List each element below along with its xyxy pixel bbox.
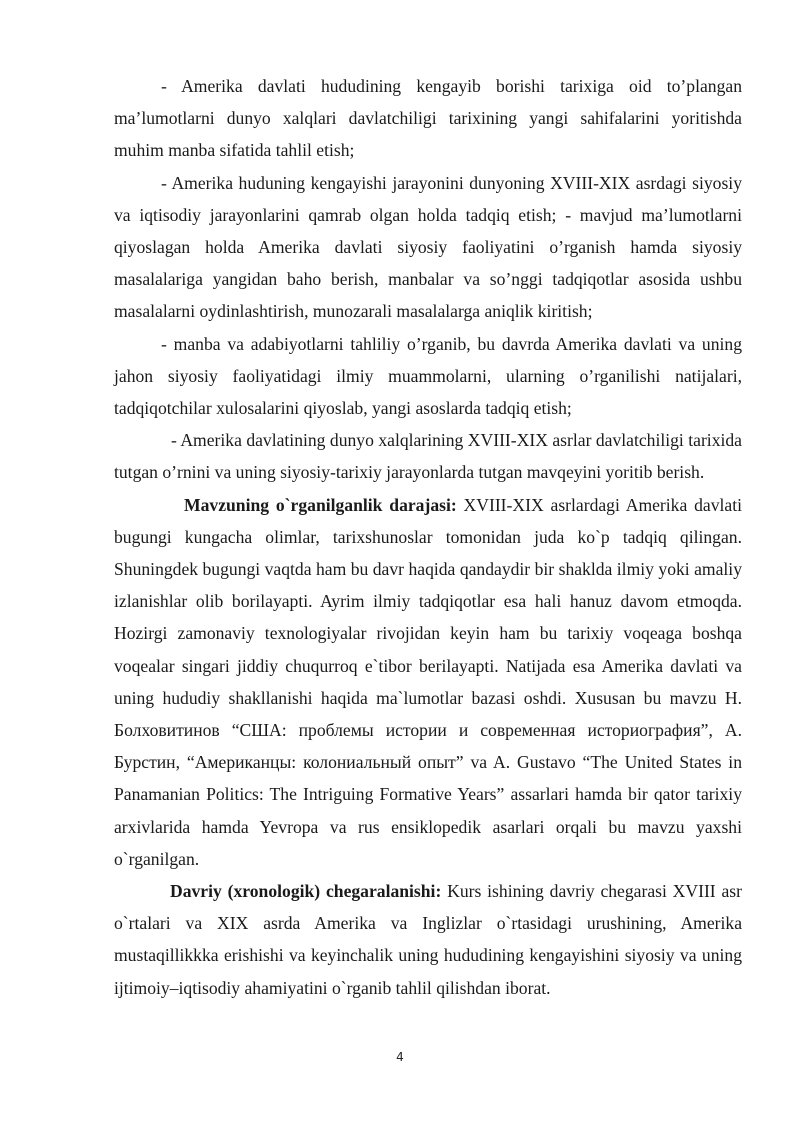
paragraph-text: - Amerika davlatining dunyo xalqlarining XVIII-XIX asrlar davlatchiligi tarixida tutgan o’rnini va uning siyosiy-tarixiy jarayonlarda tutgan mavqeyini yoritib berish. xyxy=(114,430,742,483)
paragraph-chronology xyxy=(114,875,742,1004)
paragraph-goal-2 xyxy=(114,167,742,328)
paragraph-goal-4 xyxy=(114,424,742,488)
paragraph-text: Kurs ishining davriy chegarasi XVIII asr o`rtalari va XIX asrda Amerika va Inglizlar o`rtasidagi urushining, Amerika mustaqillikkka erishishi va keyinchalik uning hududining kengayishini siyosiy va uning ijtimoiy–iqtisodiy ahamiyatini o`rganib tahlil qilishdan iborat. xyxy=(114,881,743,998)
paragraph-goal-3 xyxy=(114,328,742,425)
paragraph-text: XVIII-XIX asrlardagi Amerika davlati bugungi kungacha olimlar, tarixshunoslar tomonidan juda ko`p tadqiq qilingan. Shuningdek bugungi vaqtda ham bu davr haqida qandaydir bir shaklda ilmiy yoki amaliy izlanishlar olib borilayapti. Ayrim ilmiy tadqiqotlar esa hali hanuz davom etmoqda. Hozirgi zamonaviy texnologiyalar rivojidan keyin ham bu tarixiy voqeaga boshqa voqealar singari jiddiy chuqurroq e`tibor berilayapti. Natijada esa Amerika davlati va uning hududiy shakllanishi haqida ma`lumotlar bazasi oshdi. Xususan bu mavzu Н. Болховитинов “США: проблемы истории и современная историография”, А. Бурстин, “Американцы: колониальный опыт” va A. Gustavo “The United States in Panamanian Politics: The Intriguing Formative Years” assarlari hamda bir qator tarixiy arxivlarida hamda Yevropa va rus ensiklopedik asarlari orqali bu mavzu yaxshi o`rganilgan. xyxy=(114,494,742,869)
paragraph-text: - manba va adabiyotlarni tahliliy o’rganib, bu davrda Amerika davlati va uning jahon siyosiy faoliyatidagi ilmiy muammolarni, ularning o’rganilishi natijalari, tadqiqotchilar xulosalarini qiyoslab, yangi asoslarda tadqiq etish; xyxy=(114,333,742,419)
paragraph-text: - Amerika davlati hududining kengayib borishi tarixiga oid to’plangan ma’lumotlarni dunyo xalqlari davlatchiligi tarixining yangi sahifalarini yoritishda muhim manba sifatida tahlil etish; xyxy=(114,76,742,161)
section-heading: Mavzuning o`rganilganlik darajasi: xyxy=(184,494,457,515)
paragraph-study-level xyxy=(114,489,742,875)
paragraph-goal-1 xyxy=(114,70,742,167)
document-body xyxy=(114,70,742,1004)
page-number: 4 xyxy=(396,1050,404,1064)
section-heading: Davriy (xronologik) chegaralanishi: xyxy=(170,881,442,902)
paragraph-text: - Amerika huduning kengayishi jarayonini dunyoning XVIII-XIX asrdagi siyosiy va iqtisodiy jarayonlarini qamrab olgan holda tadqiq etish; - mavjud ma’lumotlarni qiyoslagan holda Amerika davlati siyosiy faoliyatini o’rganish hamda siyosiy masalalariga yangidan baho berish, manbalar va so’nggi tadqiqotlar asosida ushbu masalalarni oydinlashtirish, munozarali masalalarga aniqlik kiritish; xyxy=(114,172,742,322)
